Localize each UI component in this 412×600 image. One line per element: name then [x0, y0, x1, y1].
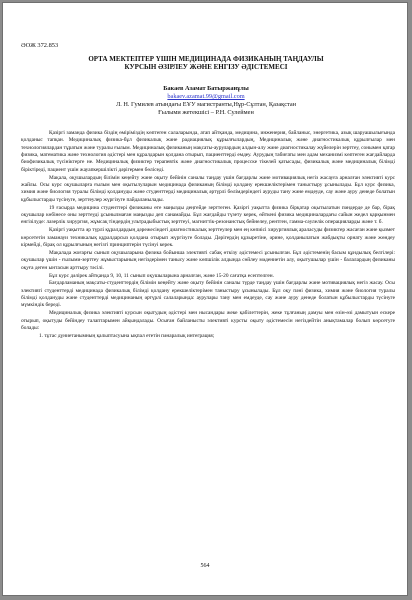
body-paragraph: Мақалада жоғарғы сынып оқушыларына физика бойынша элективті сабақ өткізу әдістемесі ұсынылған. Бұл әдістеменің басым құндылық белгілері: оқушылар үшін - ғылыми-зерттеу жұмыстарының негіздерімен танысу және көпшілік алдында сөйлеу мәдениетін алу, оқытушылар үшін - балалардың физиканы оқуға деген ынтасын арттыру тәсілі. — [21, 249, 395, 271]
author-email-link[interactable]: bakaev.azamat.99@gmail.com — [167, 93, 245, 100]
body-paragraph: Медициналық физика элективті курсын оқытудың әдістері мен нысандары жеке қабілеттерін, жеке тұлғаның дамуы мен өзін-өзі дамытуын ескере отырып, оқытуды бейіндеу талаптарымен айқындалады. Осыған байланысты элективті курсты оқыту әдістемесін негіздейтін анықтамалар болып көрсетуге болады: — [21, 310, 395, 332]
body-paragraph: Бағдарламаның мақсаты-студенттердің білімін кеңейту және оқыту бейінін саналы түрде таңдау үшін бағдарлы және мотивациялық негіз жасау. Осы элективті студенттерді медицинада физикалық білімді қолдану ерекшеліктерімен таныстыру ұсынылады. Бұл оқу пәні физика, химия және биология туралы білімді қолдануды және студенттерді медицинаның әртүрлі салаларында: аурулары тану мен емдеуде, сау және ауру денеде болатын құбылыстарды түсінуге мүмкіндік береді. — [21, 280, 395, 309]
author-affiliation: Л. Н. Гумилев атындағы ЕҰУ магистранты,Нұр-Сұлтан, Қазақстан — [115, 101, 297, 108]
body-paragraph: Қазіргі уақытта әр түрлі құралдардың дәрежесіндегі диагностикалық зерттеулер мен ең көпиісі хирургиялық араласуды физиктер жасаған және қызмет көрсететін заманауи техникалық құралдарсыз қолдана отырып жүргізуге болады. Дәрігердің құзыретіне, әрине, қолданылатын жабдықты орнату және жөндеу кірмейді, бірақ ол құрылғының негізгі принциптерін түсінуі керек. — [21, 227, 395, 248]
article-body — [21, 130, 395, 340]
list-item: 1. тұтас дүниетанымның қалыптасуына ықпал ететін пәнаралық интеграция; — [39, 333, 215, 340]
page-number: 564 — [200, 563, 210, 569]
supervisor: Ғылыми жетекшісі – Р.Н. Сулеймен — [158, 109, 254, 116]
udk-code: ӘОЖ 372.853 — [21, 42, 59, 49]
body-paragraph: 19 ғасырда медицина студенттері физиканы өте маңызды деңгейде зерттеген. Қазіргі уақытта физика бірқатар оқытылатын пәндерде де бар, бірақ оқушылар көбінесе оны зерттеуді ұсынылмаған маңызды деп санамайды. Бұл жағдайды түзету керек, өйткені физика медициналардағы сайын жедел қарқынмен енгізілуде: лазерлік хирургия, жұмсақ тіндердің ультрадыбыстық зерттеуі, магниттік-резонанстық бейнелеу, рентген, гамма-сәулелік операцияларды және т. б. — [21, 204, 395, 226]
body-paragraph: Қазіргі заманда физика біздің өміріміздің көптеген салаларында, атап айтқанда, медицина, инженерия, байланыс, энергетика, азық шаруашылығында қолданыс тапқан. Медициналық физика-бұл физикалық және радиациялық құрылғылардың, Медициналық және диагностикалық құрылғылар мен технологиялардан тұратын және туралы ғылым. Медициналық физиканың мақсаты-аурулардың алдын-алу және диагностикалау жүйелерін зерттеу, сонымен қатар физика, математика және технология әдістері мен құралдарын қолдана отырып, пациенттерді емдеу. Аурудың табиғаты мен адам механизмі көптеген жағдайларда биофизикалық түсініктерге не. Медициналық физиктер терапевтік және диагностикалық процесске тікелей қатысады, физикалық және медициналық білімді біріктіреді, пациент үшін жауапкершілікті дәрігермен бөліседі. — [21, 130, 395, 173]
document-page — [2, 2, 408, 596]
author-name: Бакаев Азамат Батыржанұлы — [163, 85, 249, 92]
body-paragraph: Мақала, оқушылардың білімін кеңейту және оқыту бейінін саналы таңдау үшін бағдарлы және мотивациялық негіз жасауға арналған элективті курс жайлы. Осы курс оқушыларға ғылым мен оқытылуларын медицинада физиканың білімді қолдану ерекшеліктерімен таныстыру ұсынылады. Бұл курс физика, химия және биология туралы білімді қолдануды және студенттерді медициналық әртүрлі бөлімдеріндегі ауруды тану және емдеуде, сау және ауру денеде болатын құбылыстарды түсінуге, зерттеулер жүргізуге пайдаланылады. — [21, 174, 395, 203]
body-paragraph: Бұл курс дәлірек айтқанда 9, 10, 11 сынып оқушыларына арналған, және 15-20 сағатқа есептелген. — [49, 272, 274, 279]
article-title — [43, 55, 369, 72]
article-title-line-2: КУРСЫН ӘЗІРЛЕУ ЖӘНЕ ЕНГІЗУ ӘДІСТЕМЕСІ — [124, 63, 288, 72]
article-title-line-1: ОРТА МЕКТЕПТЕР ҮШІН МЕДИЦИНАДА ФИЗИКАНЫҢ ТАҢДАУЛЫ — [88, 55, 324, 63]
author-block — [43, 85, 369, 117]
